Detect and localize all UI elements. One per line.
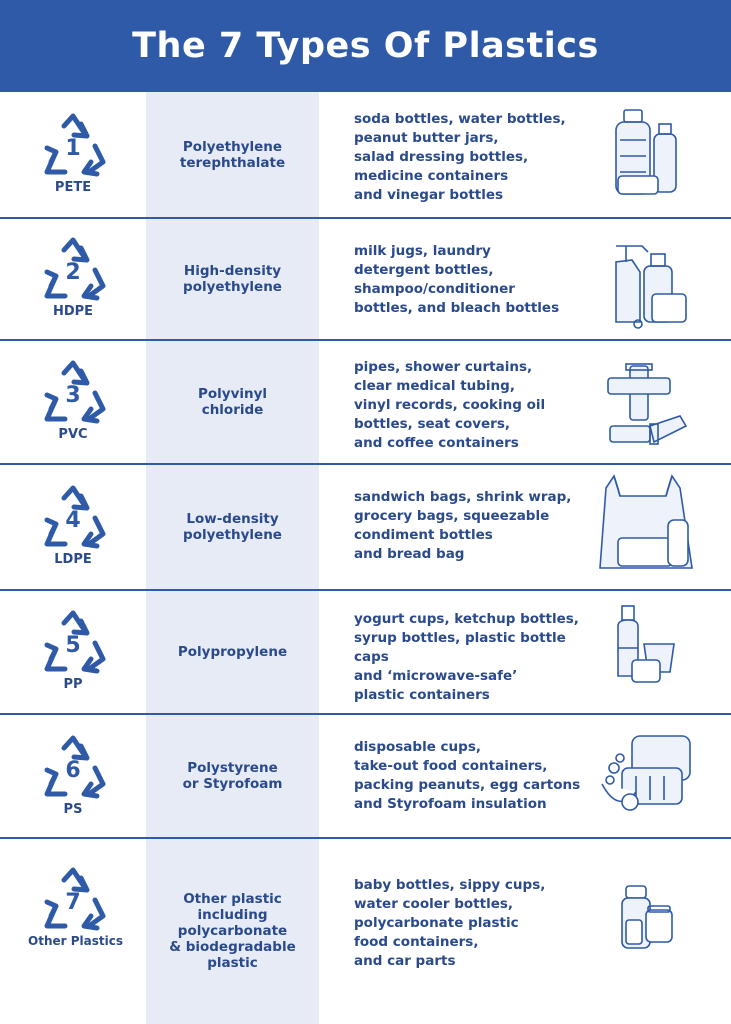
resin-code: PS <box>63 802 83 817</box>
resin-number: 3 <box>65 383 81 408</box>
common-uses: baby bottles, sippy cups, water cooler bottles, polycarbonate plastic food containers, and car parts <box>354 877 546 969</box>
common-uses: soda bottles, water bottles, peanut butter jars, salad dressing bottles, medicine containers and vinegar bottles <box>354 111 566 203</box>
recycle-symbol <box>28 110 118 195</box>
recycle-arrows-icon <box>37 482 109 554</box>
resin-number: 1 <box>65 136 81 161</box>
recycle-symbol <box>28 234 118 319</box>
plastic-name: Polystyrene or Styrofoam <box>182 760 283 792</box>
recycle-arrows-icon <box>37 732 109 804</box>
resin-number: 4 <box>65 508 81 533</box>
plastic-name: Polypropylene <box>177 644 288 660</box>
takeout-container-icon <box>596 728 706 832</box>
common-uses: pipes, shower curtains, clear medical tubing, vinyl records, cooking oil bottles, seat covers, and coffee containers <box>354 359 546 451</box>
plastic-name: Polyethylene terephthalate <box>179 139 286 171</box>
resin-number: 2 <box>65 260 81 285</box>
common-uses: milk jugs, laundry detergent bottles, shampoo/conditioner bottles, and bleach bottles <box>354 243 560 316</box>
resin-code: PETE <box>54 180 92 195</box>
plastic-name-cell <box>146 714 319 838</box>
resin-code: LDPE <box>54 552 92 567</box>
plastic-name: Other plastic including polycarbonate & biodegradable plastic <box>169 891 296 971</box>
recycle-symbol <box>28 357 118 442</box>
row-divider <box>0 589 731 591</box>
resin-code: PVC <box>58 427 88 442</box>
common-uses: yogurt cups, ketchup bottles, syrup bottles, plastic bottle caps and ‘microwave-safe’ plastic containers <box>354 611 579 703</box>
recycle-arrows-icon <box>37 607 109 679</box>
plastic-bag-icon <box>596 468 706 572</box>
row-divider <box>0 339 731 341</box>
common-uses: disposable cups, take-out food containers, packing peanuts, egg cartons and Styrofoam insulation <box>354 739 581 812</box>
header-banner <box>0 0 731 92</box>
bottles-icon <box>596 104 706 208</box>
plastic-name: Polyvinyl chloride <box>197 386 268 418</box>
plastic-name: Low-density polyethylene <box>183 511 282 543</box>
row-divider <box>0 463 731 465</box>
plastic-name-cell <box>146 590 319 714</box>
plastic-name-cell <box>146 218 319 340</box>
recycle-symbol <box>28 732 118 817</box>
recycle-arrows-icon <box>37 110 109 182</box>
resin-code: Other Plastics <box>28 934 123 948</box>
recycle-arrows-icon <box>37 357 109 429</box>
recycle-symbol <box>28 864 123 948</box>
plastic-name-cell <box>146 838 319 1024</box>
page-title: The 7 Types Of Plastics <box>132 26 599 66</box>
row-divider <box>0 217 731 219</box>
plastic-name: High-density polyethylene <box>183 263 282 295</box>
resin-number: 7 <box>65 890 81 915</box>
plastic-name-cell <box>146 464 319 590</box>
resin-code: PP <box>63 677 83 692</box>
plastic-name-cell <box>146 92 319 218</box>
plastic-name-cell <box>146 340 319 464</box>
resin-number: 5 <box>65 633 81 658</box>
recycle-symbol <box>28 482 118 567</box>
common-uses: sandwich bags, shrink wrap, grocery bags, squeezable condiment bottles and bread bag <box>354 489 572 562</box>
recycle-symbol <box>28 607 118 692</box>
recycle-arrows-icon <box>37 234 109 306</box>
resin-number: 6 <box>65 758 81 783</box>
pipes-icon <box>596 356 706 460</box>
baby-bottles-icon <box>596 878 706 982</box>
row-divider <box>0 713 731 715</box>
cups-icon <box>596 600 706 704</box>
resin-code: HDPE <box>52 304 94 319</box>
row-divider <box>0 837 731 839</box>
spray-bottles-icon <box>596 232 706 336</box>
recycle-arrows-icon <box>37 864 109 936</box>
